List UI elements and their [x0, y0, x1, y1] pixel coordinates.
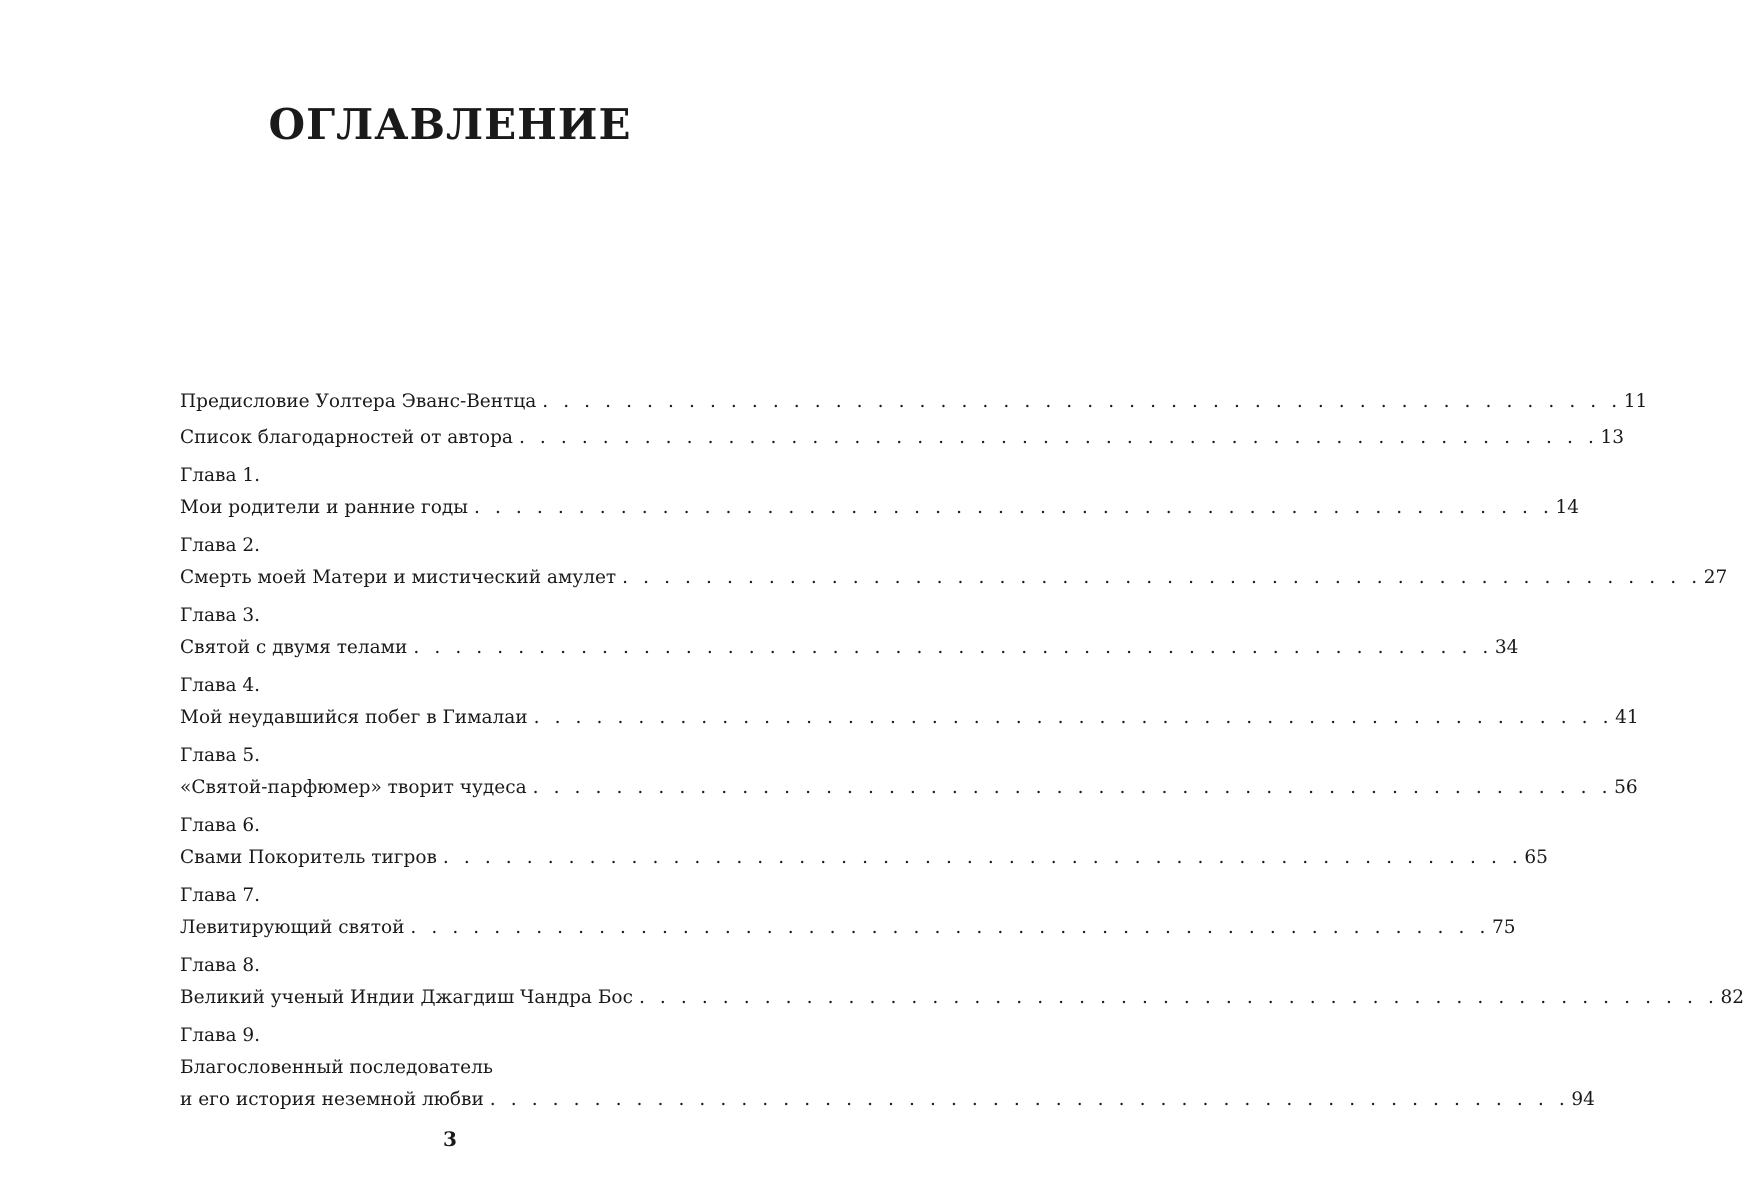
entry-page-number: 27 — [1703, 567, 1728, 588]
entry-title: и его история неземной любви — [180, 1089, 484, 1110]
entry-page-number: 41 — [1615, 707, 1639, 728]
chapter-label: Глава 7. — [180, 885, 261, 906]
dot-leader: . . . . . . . . . . . . . . . . . . . . . . . . . . . . . . . . . . . . . . . . . . . . . . . . . . . . — [542, 391, 1622, 412]
entry-title: Святой с двумя телами — [180, 637, 408, 658]
page-title: ОГЛАВЛЕНИЕ — [268, 100, 632, 149]
toc-entry[interactable] — [180, 810, 1548, 874]
toc-entry[interactable] — [180, 670, 1639, 734]
chapter-label: Глава 6. — [180, 815, 261, 836]
entry-page-number: 14 — [1555, 497, 1580, 518]
toc-entry[interactable] — [180, 950, 1744, 1014]
dot-leader: . . . . . . . . . . . . . . . . . . . . . . . . . . . . . . . . . . . . . . . . . . . . . . . . . . . . — [489, 1089, 1570, 1110]
dot-leader: . . . . . . . . . . . . . . . . . . . . . . . . . . . . . . . . . . . . . . . . . . . . . . . . . . . . — [474, 497, 1554, 518]
entry-title: Благословенный последователь — [180, 1057, 493, 1078]
entry-page-number: 75 — [1491, 917, 1516, 938]
entry-title: Предисловие Уолтера Эванс-Вентца — [180, 391, 537, 412]
toc-entry[interactable] — [180, 460, 1580, 524]
entry-page-number: 94 — [1571, 1089, 1595, 1110]
dot-leader: . . . . . . . . . . . . . . . . . . . . . . . . . . . . . . . . . . . . . . . . . . . . . . . . . . . . — [518, 427, 1599, 448]
entry-title: Смерть моей Матери и мистический амулет — [180, 567, 617, 588]
dot-leader: . . . . . . . . . . . . . . . . . . . . . . . . . . . . . . . . . . . . . . . . . . . . . . . . . . . . — [532, 777, 1613, 798]
chapter-label: Глава 5. — [180, 745, 261, 766]
dot-leader: . . . . . . . . . . . . . . . . . . . . . . . . . . . . . . . . . . . . . . . . . . . . . . . . . . . . — [413, 637, 1493, 658]
toc-entry[interactable] — [180, 530, 1728, 594]
entry-title: Левитирующий святой — [180, 917, 405, 938]
entry-page-number: 13 — [1600, 427, 1624, 448]
chapter-label: Глава 2. — [180, 535, 261, 556]
page-number: 3 — [443, 1127, 457, 1151]
entry-title: «Святой-парфюмер» творит чудеса — [180, 777, 527, 798]
entry-title: Мои родители и ранние годы — [180, 497, 468, 518]
entry-title: Великий ученый Индии Джагдиш Чандра Бос — [180, 987, 633, 1008]
dot-leader: . . . . . . . . . . . . . . . . . . . . . . . . . . . . . . . . . . . . . . . . . . . . . . . . . . . . — [442, 847, 1523, 868]
table-of-contents — [180, 386, 1744, 1122]
entry-page-number: 34 — [1494, 637, 1519, 658]
chapter-label: Глава 3. — [180, 605, 261, 626]
chapter-label: Глава 4. — [180, 675, 261, 696]
toc-entry[interactable] — [180, 1020, 1595, 1116]
entry-title: Список благодарностей от автора — [180, 427, 513, 448]
entry-title: Свами Покоритель тигров — [180, 847, 437, 868]
chapter-label: Глава 1. — [180, 465, 261, 486]
dot-leader: . . . . . . . . . . . . . . . . . . . . . . . . . . . . . . . . . . . . . . . . . . . . . . . . . . . . — [622, 567, 1702, 588]
chapter-label: Глава 8. — [180, 955, 261, 976]
chapter-label: Глава 9. — [180, 1025, 261, 1046]
toc-entry[interactable] — [180, 422, 1624, 454]
dot-leader: . . . . . . . . . . . . . . . . . . . . . . . . . . . . . . . . . . . . . . . . . . . . . . . . . . . . — [533, 707, 1614, 728]
entry-page-number: 65 — [1524, 847, 1548, 868]
entry-page-number: 56 — [1614, 777, 1638, 798]
toc-entry[interactable] — [180, 880, 1516, 944]
entry-page-number: 82 — [1720, 987, 1744, 1008]
dot-leader: . . . . . . . . . . . . . . . . . . . . . . . . . . . . . . . . . . . . . . . . . . . . . . . . . . . . — [410, 917, 1490, 938]
toc-entry[interactable] — [180, 386, 1648, 418]
entry-page-number: 11 — [1623, 391, 1648, 412]
dot-leader: . . . . . . . . . . . . . . . . . . . . . . . . . . . . . . . . . . . . . . . . . . . . . . . . . . . . — [638, 987, 1719, 1008]
toc-entry[interactable] — [180, 600, 1519, 664]
entry-title: Мой неудавшийся побег в Гималаи — [180, 707, 528, 728]
toc-entry[interactable] — [180, 740, 1638, 804]
